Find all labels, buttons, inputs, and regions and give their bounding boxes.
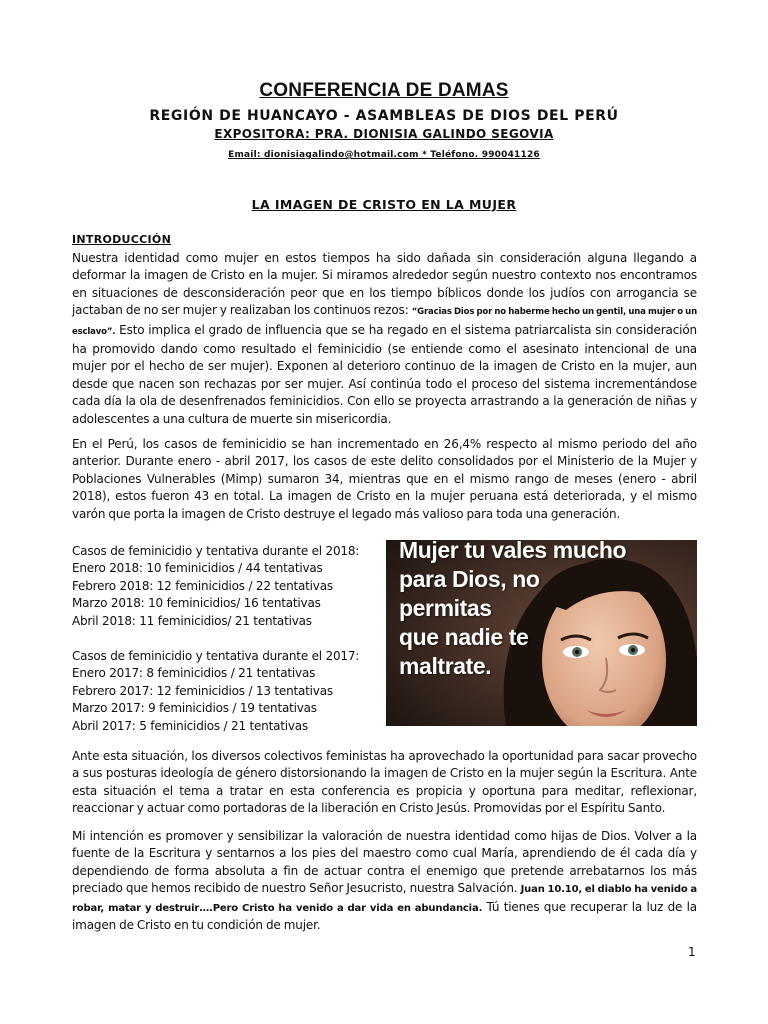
woman-portrait-image xyxy=(386,540,697,726)
stats-2018-line: Enero 2018: 10 feminicidios / 44 tentativas xyxy=(72,561,323,576)
intro-text-a: Nuestra identidad como mujer en estos tiempos ha sido dañada sin consideración alguna llegando a deformar la imagen de Cristo en la mujer. Si miramos alrededor según nuestro contexto nos encontramos en situaciones de desconsideración peor que en los tiempo bíblicos donde los judíos con arrogancia se jactaban de no ser mujer y realizaban los continuos rezos: xyxy=(72,251,697,318)
intro-text-b: Esto implica el grado de influencia que se ha regado en el sistema patriarcalista sin consideración ha promovido dando como resultado el feminicidio (se entiende como el asesinato intencional de una mujer por el hecho de ser mujer). Exponen al deterioro continuo de la imagen de Cristo en la mujer, aun desde que nacen son rechazas por ser mujer. Así continúa todo el proceso del sistema incrementándose cada día la ola de desenfrenados feminicidios. Con ello se proyecta arrastrando a la generación de niñas y adolescentes a una cultura de muerte sin misericordia. xyxy=(72,322,697,426)
stats-2018-heading: Casos de feminicidio y tentativa durante el 2018: xyxy=(72,544,360,558)
intention-text-a: Mi intención es promover y sensibilizar la valoración de nuestra identidad como hijas de Dios. Volver a la fuente de la Escritura y sentarnos a los pies del maestro como cual María, aprendiendo de él cada día y dependiendo de forma absoluta a fin de actuar contra el enemigo que pretende arrebatarnos los más preciado que hemos recibido de nuestro Señor Jesucristo, nuestra Salvación. xyxy=(72,829,697,896)
photo-caption xyxy=(399,540,697,681)
stats-2017-line: Enero 2017: 8 feminicidios / 21 tentativas xyxy=(72,666,316,681)
speaker-line xyxy=(0,127,768,141)
stats-2018-line: Abril 2018: 11 feminicidios/ 21 tentativas xyxy=(72,613,312,628)
stats-2017-line: Abril 2017: 5 feminicidios / 21 tentativas xyxy=(72,718,308,733)
region-line: REGIÓN DE HUANCAYO - ASAMBLEAS DE DIOS DEL PERÚ xyxy=(149,108,619,124)
stats-2017-heading: Casos de feminicidio y tentativa durante el 2017: xyxy=(72,649,360,663)
intention-paragraph xyxy=(72,828,697,934)
document-title: LA IMAGEN DE CRISTO EN LA MUJER xyxy=(251,197,517,212)
stats-2018-line: Febrero 2018: 12 feminicidios / 22 tentativas xyxy=(72,578,333,593)
intro-paragraph xyxy=(72,250,697,428)
situation-paragraph: Ante esta situación, los diversos colectivos feministas ha aprovechado la oportunidad para sacar provecho a sus posturas ideología de género distorsionando la imagen de Cristo en la mujer según la Escritura. Ante esta situación el tema a tratar en esta conferencia es propicia y oportuna para meditar, reflexionar, reaccionar y actuar como portadoras de la liberación en Cristo Jesús. Promovidas por el Espíritu Santo. xyxy=(72,749,697,816)
conference-title: CONFERENCIA DE DAMAS xyxy=(259,80,509,101)
photo-caption-line: permitas xyxy=(399,595,492,621)
photo-caption-line: que nadie te xyxy=(399,624,529,650)
stats-2018 xyxy=(72,543,372,630)
stats-2017-line: Febrero 2017: 12 feminicidios / 13 tentativas xyxy=(72,683,333,698)
stats-2017-line: Marzo 2017: 9 feminicidios / 19 tentativas xyxy=(72,701,317,716)
page-number: 1 xyxy=(688,945,696,959)
photo-caption-line: Mujer tu vales mucho xyxy=(399,540,627,563)
peru-paragraph: En el Perú, los casos de feminicidio se han incrementado en 26,4% respecto al mismo periodo del año anterior. Durante enero - abril 2017, los casos de este delito consolidados por el Ministerio de la Mujer y Poblaciones Vulnerables (Mimp) sumaron 34, mientras que en el mismo rango de meses (enero - abril 2018), estos fueron 43 en total. La imagen de Cristo en la mujer peruana está deteriorada, y el mismo varón que porta la imagen de Cristo destruye el legado más valioso para toda una generación. xyxy=(72,437,697,521)
speaker-text: EXPOSITORA: PRA. DIONISIA GALINDO SEGOVIA xyxy=(214,127,554,141)
intention-text-b: Tú tienes que recuperar la luz de la imagen de Cristo en tu condición de mujer. xyxy=(72,899,698,933)
photo-caption-line: maltrate. xyxy=(399,653,492,679)
stats-2017 xyxy=(72,648,372,735)
bible-reference: Juan 10.10, el diablo ha venido a robar, matar y destruir….Pero Cristo ha venido a dar vida en abundancia. xyxy=(72,884,697,914)
photo-caption-line: para Dios, no xyxy=(399,566,540,592)
stats-2018-line: Marzo 2018: 10 feminicidios/ 16 tentativas xyxy=(72,596,321,611)
contact-line: Email: dionisiagalindo@hotmail.com * Teléfono. 990041126 xyxy=(228,150,540,160)
section-heading: INTRODUCCIÓN xyxy=(72,233,172,246)
intro-quote: “Gracias Dios por no haberme hecho un gentil, una mujer o un esclavo”. xyxy=(72,307,697,337)
